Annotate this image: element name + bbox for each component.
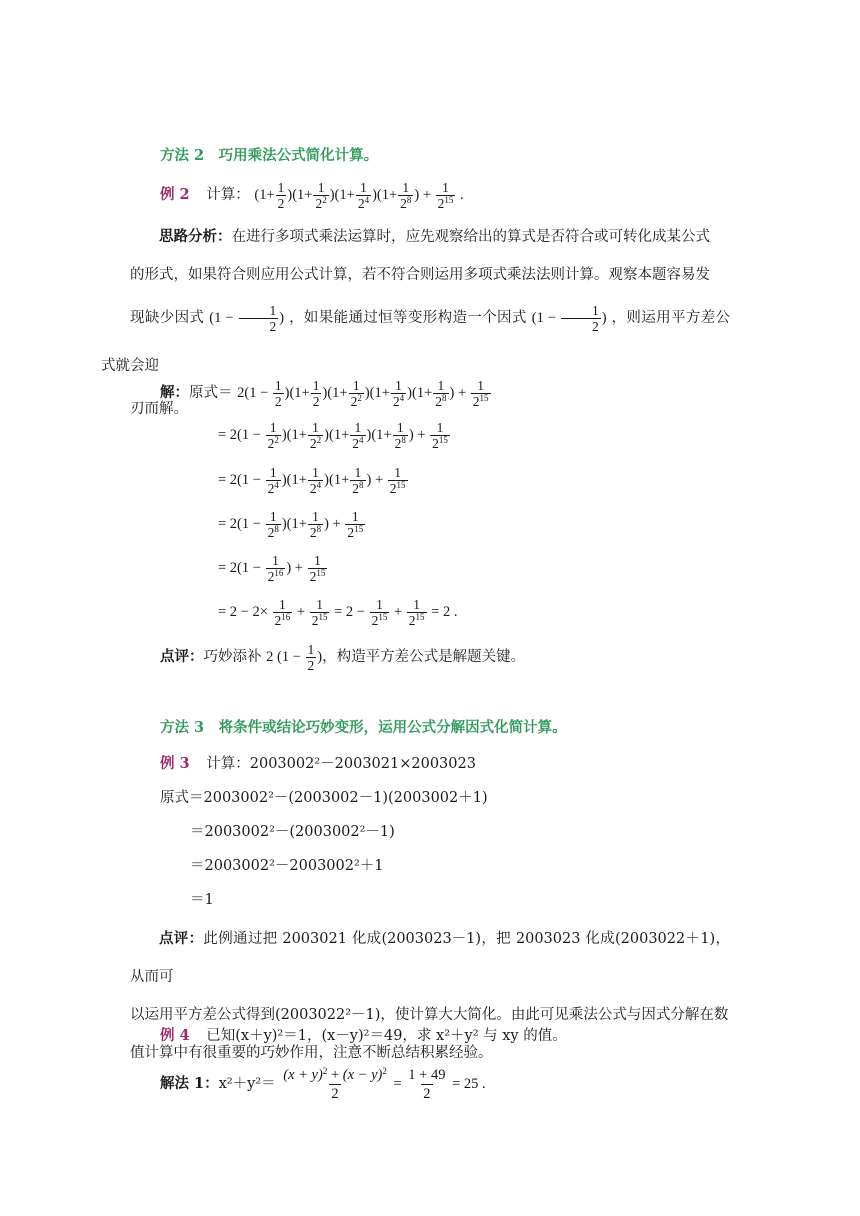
example-3-text: 计算：2003002²－2003021×2003023: [206, 756, 476, 772]
solution-method-1-expression: $\frac{(x + y)^2 + (x - y)^2}{2}$ = $\frac{1 + 49}{2}$ = 25 .: [283, 1066, 486, 1102]
analysis-line-3c: ，则运用平方差公式就会迎: [101, 310, 731, 374]
comment-2-b: ，构造平方差公式是解题关键。: [322, 648, 526, 665]
factor-expression-1: (1 − $\frac{1}{2}$ ): [209, 303, 285, 335]
method-2-heading: 方法 2 巧用乘法公式简化计算。: [160, 147, 379, 164]
example-3-step-3: ＝2003002²－2003002²＋1: [190, 858, 384, 874]
solution-line-5: = 2(1 − $\frac{1}{2^{16}}$ ) + $\frac{1}{2^{15}}$: [218, 553, 326, 584]
analysis-line-2: 的形式，如果符合则应用公式计算，若不符合则运用多项式乘法法则计算。观察本题容易发: [130, 267, 710, 283]
example-2-expression: (1+ $\frac{1}{2}$ )(1+ $\frac{1}{2^2}$ )(1+ $\frac{1}{2^4}$ )(1+ $\frac{1}{2^8}$ ) + $\frac{1}{2^{15}}$ .: [254, 180, 464, 211]
example-3-step-4: ＝1: [190, 892, 214, 908]
comment-3-line-2: 以运用平方差公式得到(2003022²－1)，使计算大大简化。由此可见乘法公式与因式分解在数: [130, 1007, 729, 1023]
example-4-label: 例 4: [160, 1027, 190, 1044]
solution-method-1-lhs: x²＋y²＝: [218, 1075, 276, 1092]
example-4-line: [160, 1026, 567, 1046]
comment-2-expression: 2 (1 − $\frac{1}{2}$ ): [266, 642, 323, 673]
analysis-line-1: 在进行多项式乘法运算时，应先观察给出的算式是否符合或可转化成某公式: [231, 229, 710, 245]
example-3-line: [160, 754, 476, 774]
example-3-step-2: ＝2003002²－(2003002²－1): [190, 824, 395, 840]
comment-2-line: [160, 642, 525, 673]
example-2-prefix: 计算：: [206, 186, 250, 203]
analysis-label: 思路分析：: [159, 228, 232, 245]
example-2-label: 例 2: [160, 185, 190, 203]
solution-method-1-line: [160, 1066, 486, 1103]
analysis-line-3a: 现缺少因式: [130, 310, 205, 326]
solution-line-2: = 2(1 − $\frac{1}{2^2}$ )(1+ $\frac{1}{2^2}$ )(1+ $\frac{1}{2^4}$ )(1+ $\frac{1}{2^8}$ ) + $\frac{1}{2^{15}}$: [218, 420, 448, 451]
solution-line-3: = 2(1 − $\frac{1}{2^4}$ )(1+ $\frac{1}{2^4}$ )(1+ $\frac{1}{2^8}$ ) + $\frac{1}{2^{15}}$: [218, 465, 406, 496]
comment-3-line-1: 此例通过把 2003021 化成(2003023－1)，把 2003023 化成(2003022＋1)，从而可: [130, 931, 731, 985]
method-3-heading: 方法 3 将条件或结论巧妙变形，运用公式分解因式化简计算。: [160, 719, 567, 736]
solution-line-6: = 2 − 2× $\frac{1}{2^{16}}$ + $\frac{1}{2^{15}}$ = 2 − $\frac{1}{2^{15}}$ + $\frac{1}{2^{15}}$ = 2 .: [218, 597, 458, 628]
comment-3-line-3: 值计算中有很重要的巧妙作用，注意不断总结积累经验。: [130, 1045, 493, 1061]
example-3-label: 例 3: [160, 755, 190, 772]
solution-prefix: 原式＝: [189, 384, 233, 401]
solution-line-4: = 2(1 − $\frac{1}{2^8}$ )(1+ $\frac{1}{2^8}$ ) + $\frac{1}{2^{15}}$: [218, 509, 364, 540]
solution-line-1: 解：原式＝ 2(1 − $\frac{1}{2}$ )(1+ $\frac{1}{2}$ )(1+ $\frac{1}{2^2}$ )(1+ $\frac{1}{2^4}$ )(1+ $\frac{1}{2^8}$ ) + $\frac{1}{2^{15}}$: [160, 378, 489, 409]
example-4-text: 已知(x＋y)²＝1，(x－y)²＝49，求 x²＋y² 与 xy 的值。: [206, 1028, 567, 1044]
solution-method-1-label: 解法 1：: [160, 1074, 219, 1092]
analysis-line-4: 刃而解。: [130, 401, 188, 417]
example-2-line: [160, 180, 464, 211]
solution-label: 解：: [160, 383, 189, 401]
comment-2-a: 巧妙添补: [203, 648, 262, 665]
analysis-line-3b: ，如果能通过恒等变形构造一个因式: [289, 310, 527, 326]
example-3-step-1: 原式＝2003002²－(2003002－1)(2003002＋1): [160, 790, 488, 806]
comment-3-paragraph: [130, 920, 730, 1072]
comment-2-label: 点评：: [160, 647, 204, 665]
comment-3-label: 点评：: [159, 930, 204, 947]
factor-expression-2: (1 − $\frac{1}{2}$ ): [531, 303, 607, 335]
